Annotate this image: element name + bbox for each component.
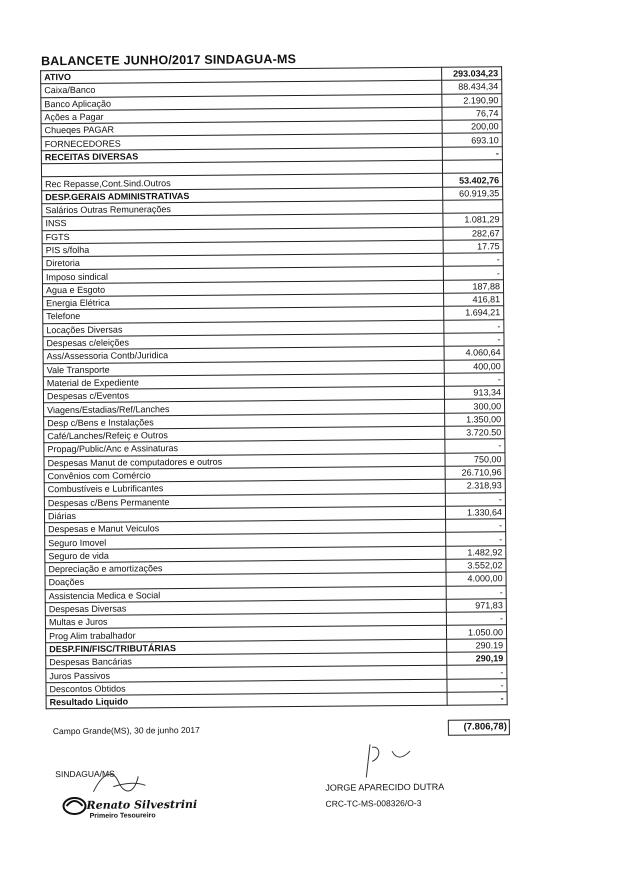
accountant-signature-scribble xyxy=(358,739,418,780)
account-value: 200,00 xyxy=(442,120,502,134)
account-label: Doações xyxy=(45,573,446,590)
net-result-total: (7.806,78) xyxy=(448,719,510,736)
account-value: - xyxy=(446,519,506,533)
account-value: - xyxy=(444,373,504,387)
account-value xyxy=(442,160,502,174)
account-label: Assistencia Medica e Social xyxy=(45,586,446,603)
account-label: FORNECEDORES xyxy=(41,134,442,151)
account-value: 60.919,35 xyxy=(443,186,503,200)
account-value: 693.10 xyxy=(442,133,502,147)
account-label: Energia Elétrica xyxy=(43,293,444,310)
account-label: Diretoria xyxy=(42,253,443,270)
account-label: Locações Diversas xyxy=(43,320,444,337)
account-label: Convênios com Comércio xyxy=(44,466,445,483)
account-value: 1.050.00 xyxy=(446,625,506,639)
account-label: Salários Outras Remunerações xyxy=(42,200,443,217)
account-label: Despesas c/eleições xyxy=(43,333,444,350)
account-value: 187,88 xyxy=(443,279,503,293)
account-value: - xyxy=(446,585,506,599)
account-value: 4.000,00 xyxy=(446,572,506,586)
account-value: 293.034,23 xyxy=(442,67,502,81)
account-label: Descontos Obtidos xyxy=(46,679,447,696)
account-label: Multas e Juros xyxy=(45,612,446,629)
account-label: Resultado Liquido xyxy=(46,692,447,709)
account-label: Desp c/Bens e Instalações xyxy=(44,413,445,430)
account-value: 2.190,90 xyxy=(442,93,502,107)
account-value: 913,34 xyxy=(444,386,504,400)
account-label: PIS s/folha xyxy=(42,240,443,257)
document-title: BALANCETE JUNHO/2017 SINDAGUA-MS xyxy=(40,52,297,69)
account-value: - xyxy=(446,532,506,546)
account-label: Caixa/Banco xyxy=(41,81,442,98)
account-label: Banco Aplicação xyxy=(41,94,442,111)
account-value: 400,00 xyxy=(444,359,504,373)
account-label: Despesas c/Bens Permanente xyxy=(44,493,445,510)
left-signature-org: SINDAGUA/MS xyxy=(55,768,115,780)
account-label: Depreciação e amortizações xyxy=(45,559,446,576)
account-value: 290.19 xyxy=(447,638,507,652)
account-label: Despesas Manut de computadores e outros xyxy=(44,453,445,470)
account-label: Seguro de vida xyxy=(45,546,446,563)
treasurer-signature-scribble xyxy=(83,761,153,802)
account-value: - xyxy=(444,319,504,333)
account-label: Prog Alim trabalhador xyxy=(45,626,446,643)
account-value: 26.710,96 xyxy=(445,466,505,480)
account-label: Rec Repasse,Cont.Sind.Outros xyxy=(42,174,443,191)
account-label: Juros Passivos xyxy=(46,666,447,683)
account-label: Chueqes PAGAR xyxy=(41,120,442,137)
account-value: - xyxy=(444,333,504,347)
account-value: - xyxy=(446,612,506,626)
account-label: Ações a Pagar xyxy=(41,107,442,124)
account-label: Seguro Imovel xyxy=(45,533,446,550)
account-value: - xyxy=(445,492,505,506)
account-value: 416,81 xyxy=(444,293,504,307)
account-value: 1.694,21 xyxy=(444,306,504,320)
account-label: Vale Transporte xyxy=(43,360,444,377)
account-value: 2.318,93 xyxy=(445,479,505,493)
stamp-logo-icon xyxy=(61,792,87,816)
account-label: Café/Lanches/Refeiç e Outros xyxy=(44,426,445,443)
account-value: 76,74 xyxy=(442,107,502,121)
account-label: Telefone xyxy=(43,307,444,324)
accountant-name: JORGE APARECIDO DUTRA xyxy=(325,781,445,793)
account-value: - xyxy=(443,266,503,280)
account-value: 971,83 xyxy=(446,599,506,613)
treasurer-role: Primeiro Tesoureiro xyxy=(89,812,156,820)
account-value: - xyxy=(447,692,507,706)
place-date: Campo Grande(MS), 30 de junho 2017 xyxy=(52,724,200,737)
account-value: - xyxy=(445,439,505,453)
account-value: 3.720.50 xyxy=(445,426,505,440)
account-label: DESP.GERAIS ADMINISTRATIVAS xyxy=(42,187,443,204)
account-label: Diárias xyxy=(44,506,445,523)
account-value: - xyxy=(442,147,502,161)
treasurer-name: Renato Silvestrini xyxy=(86,797,198,812)
balance-table xyxy=(40,66,508,709)
account-label: Imposo sindical xyxy=(42,267,443,284)
account-value: - xyxy=(447,678,507,692)
account-value: 282,67 xyxy=(443,226,503,240)
account-value: 1.330,64 xyxy=(445,506,505,520)
account-label: Despesas c/Eventos xyxy=(43,386,444,403)
account-label: Propag/Public/Anc e Assinaturas xyxy=(44,440,445,457)
account-value: - xyxy=(447,665,507,679)
account-label: Despesas Bancárias xyxy=(46,652,447,669)
account-label: Viagens/Estadias/Ref/Lanches xyxy=(44,400,445,417)
account-label: Ass/Assessoria Contb/Juridica xyxy=(43,346,444,363)
account-value: 290,19 xyxy=(447,652,507,666)
account-label: FGTS xyxy=(42,227,443,244)
account-value: 1.350,00 xyxy=(445,412,505,426)
account-label: RECEITAS DIVERSAS xyxy=(41,147,442,164)
account-label: DESP.FIN/FISC/TRIBUTÁRIAS xyxy=(46,639,447,656)
account-value: 88.434,34 xyxy=(442,80,502,94)
account-value: 750,00 xyxy=(445,452,505,466)
accountant-crc: CRC-TC-MS-008326/O-3 xyxy=(325,797,422,809)
account-label: ATIVO xyxy=(41,67,442,84)
account-label: INSS xyxy=(42,214,443,231)
account-value: 4.060,64 xyxy=(444,346,504,360)
account-value: 300,00 xyxy=(445,399,505,413)
account-value: 1.482,92 xyxy=(446,545,506,559)
account-value: 3.552,02 xyxy=(446,559,506,573)
account-label: Material de Expediente xyxy=(43,373,444,390)
account-value: 17.75 xyxy=(443,240,503,254)
account-label: Despesas e Manut Veiculos xyxy=(45,519,446,536)
account-value xyxy=(443,200,503,214)
account-label: Combustíveis e Lubrificantes xyxy=(44,479,445,496)
account-label: Despesas Diversas xyxy=(45,599,446,616)
account-value: 1.081,29 xyxy=(443,213,503,227)
account-label: Agua e Esgoto xyxy=(42,280,443,297)
account-value: 53.402,76 xyxy=(443,173,503,187)
account-value: - xyxy=(443,253,503,267)
